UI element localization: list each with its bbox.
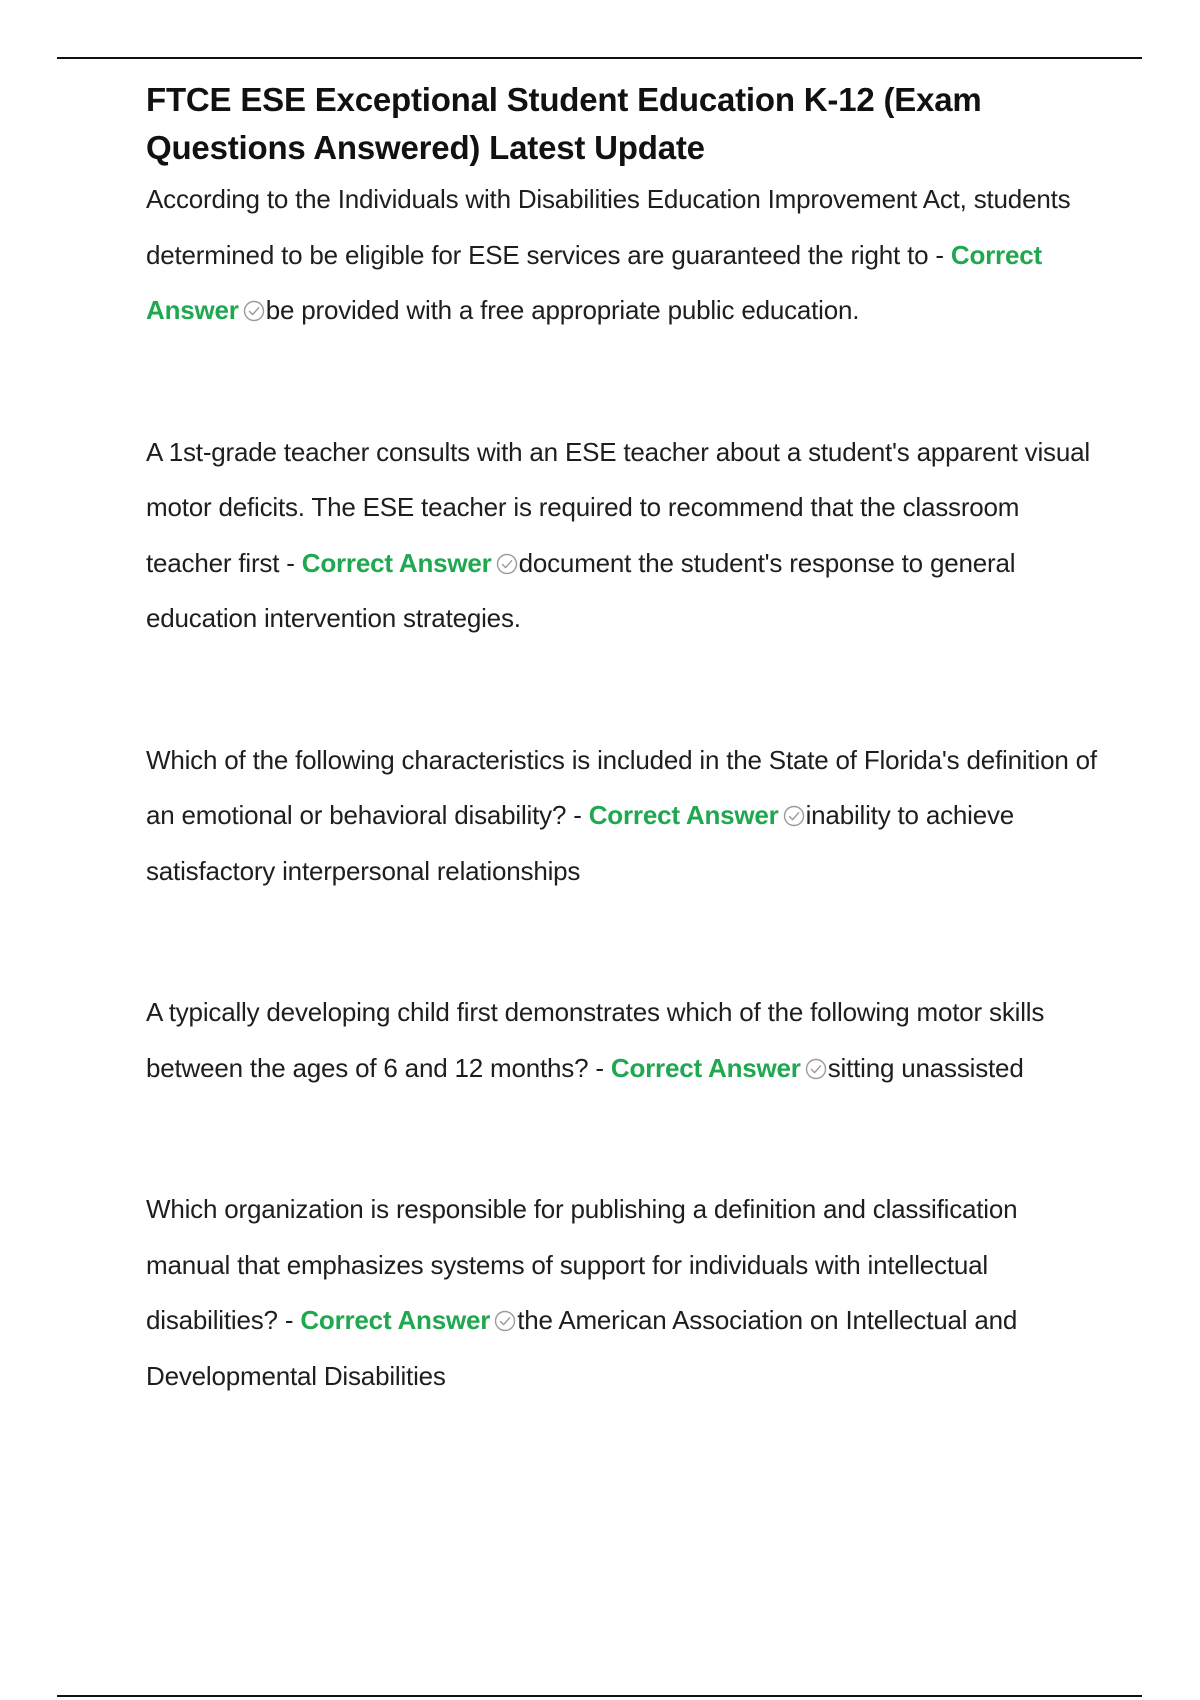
- answer-text: document the student's response to general education intervention strategies.: [146, 547, 1016, 633]
- question-text: Which of the following characteristics is included in the State of Florida's definition of an emotional or behavioral disability?: [146, 744, 1097, 830]
- separator: -: [588, 1052, 611, 1083]
- qa-item: [146, 1182, 1101, 1404]
- correct-answer-label: Correct Answer: [610, 1052, 801, 1083]
- qa-item: [146, 985, 1101, 1096]
- check-circle-icon: [805, 1058, 827, 1080]
- correct-answer-label: Correct Answer: [588, 800, 779, 830]
- separator: -: [928, 239, 951, 270]
- qa-item: [146, 733, 1101, 900]
- question-text: A 1st-grade teacher consults with an ESE teacher about a student's apparent visual motor deficits. The ESE teacher is required to recommend that the classroom teacher first: [146, 436, 1090, 578]
- correct-answer-label: Correct Answer: [146, 239, 1042, 325]
- check-circle-icon: [243, 300, 265, 322]
- check-circle-icon: [496, 553, 518, 575]
- question-text: Which organization is responsible for publishing a definition and classification manual that emphasizes systems of support for individuals with intellectual disabilities?: [146, 1194, 1018, 1335]
- document-body: [146, 76, 1101, 1404]
- document-title: FTCE ESE Exceptional Student Education K-12 (Exam Questions Answered) Latest Update: [146, 81, 982, 166]
- qa-item: [146, 425, 1101, 647]
- correct-answer-label: Correct Answer: [301, 547, 492, 578]
- correct-answer-label: Correct Answer: [300, 1305, 491, 1335]
- qa-item: [146, 172, 1101, 339]
- separator: -: [566, 800, 589, 830]
- top-rule: [57, 57, 1142, 59]
- answer-text: sitting unassisted: [827, 1052, 1024, 1083]
- separator: -: [277, 1305, 301, 1335]
- question-text: A typically developing child first demonstrates which of the following motor skills between the ages of 6 and 12 months?: [146, 997, 1045, 1083]
- answer-text: the American Association on Intellectual and Developmental Disabilities: [146, 1305, 1018, 1391]
- separator: -: [279, 547, 302, 578]
- check-circle-icon: [783, 805, 805, 827]
- question-text: According to the Individuals with Disabilities Education Improvement Act, students determined to be eligible for ESE services are guaranteed the right to: [146, 184, 1071, 270]
- bottom-rule: [57, 1695, 1142, 1697]
- answer-text: inability to achieve satisfactory interpersonal relationships: [146, 800, 1015, 886]
- answer-text: be provided with a free appropriate public education.: [265, 295, 860, 325]
- check-circle-icon: [494, 1310, 516, 1332]
